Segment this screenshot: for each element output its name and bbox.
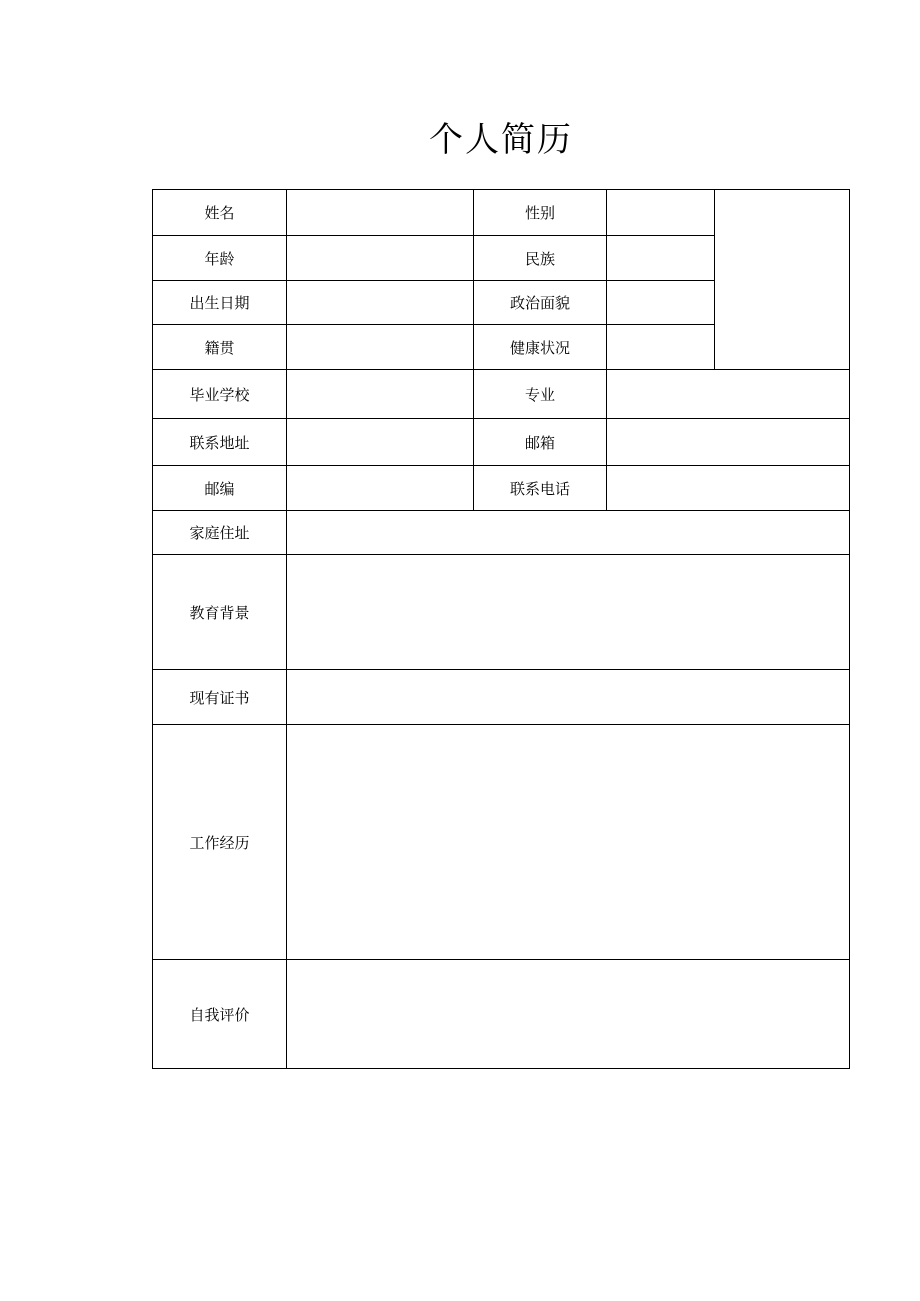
self-evaluation-label: 自我评价 bbox=[153, 960, 287, 1069]
certificates-field[interactable] bbox=[287, 670, 850, 725]
address-label: 联系地址 bbox=[153, 419, 287, 466]
home-address-field[interactable] bbox=[287, 511, 850, 555]
political-status-label: 政治面貌 bbox=[474, 281, 607, 325]
health-field[interactable] bbox=[607, 325, 715, 370]
gender-label: 性别 bbox=[474, 190, 607, 236]
birth-date-field[interactable] bbox=[287, 281, 474, 325]
email-field[interactable] bbox=[607, 419, 850, 466]
major-label: 专业 bbox=[474, 370, 607, 419]
education-label: 教育背景 bbox=[153, 555, 287, 670]
age-label: 年龄 bbox=[153, 236, 287, 281]
postcode-field[interactable] bbox=[287, 466, 474, 511]
certificates-label: 现有证书 bbox=[153, 670, 287, 725]
phone-field[interactable] bbox=[607, 466, 850, 511]
health-label: 健康状况 bbox=[474, 325, 607, 370]
home-address-label: 家庭住址 bbox=[153, 511, 287, 555]
ethnicity-field[interactable] bbox=[607, 236, 715, 281]
age-field[interactable] bbox=[287, 236, 474, 281]
photo-box[interactable] bbox=[715, 190, 850, 370]
birth-date-label: 出生日期 bbox=[153, 281, 287, 325]
native-place-label: 籍贯 bbox=[153, 325, 287, 370]
political-status-field[interactable] bbox=[607, 281, 715, 325]
ethnicity-label: 民族 bbox=[474, 236, 607, 281]
name-label: 姓名 bbox=[153, 190, 287, 236]
school-label: 毕业学校 bbox=[153, 370, 287, 419]
resume-table bbox=[152, 189, 850, 1069]
major-field[interactable] bbox=[607, 370, 850, 419]
name-field[interactable] bbox=[287, 190, 474, 236]
education-field[interactable] bbox=[287, 555, 850, 670]
gender-field[interactable] bbox=[607, 190, 715, 236]
postcode-label: 邮编 bbox=[153, 466, 287, 511]
email-label: 邮箱 bbox=[474, 419, 607, 466]
phone-label: 联系电话 bbox=[474, 466, 607, 511]
school-field[interactable] bbox=[287, 370, 474, 419]
native-place-field[interactable] bbox=[287, 325, 474, 370]
self-evaluation-field[interactable] bbox=[287, 960, 850, 1069]
work-experience-label: 工作经历 bbox=[153, 725, 287, 960]
page-title: 个人简历 bbox=[429, 120, 573, 160]
work-experience-field[interactable] bbox=[287, 725, 850, 960]
address-field[interactable] bbox=[287, 419, 474, 466]
